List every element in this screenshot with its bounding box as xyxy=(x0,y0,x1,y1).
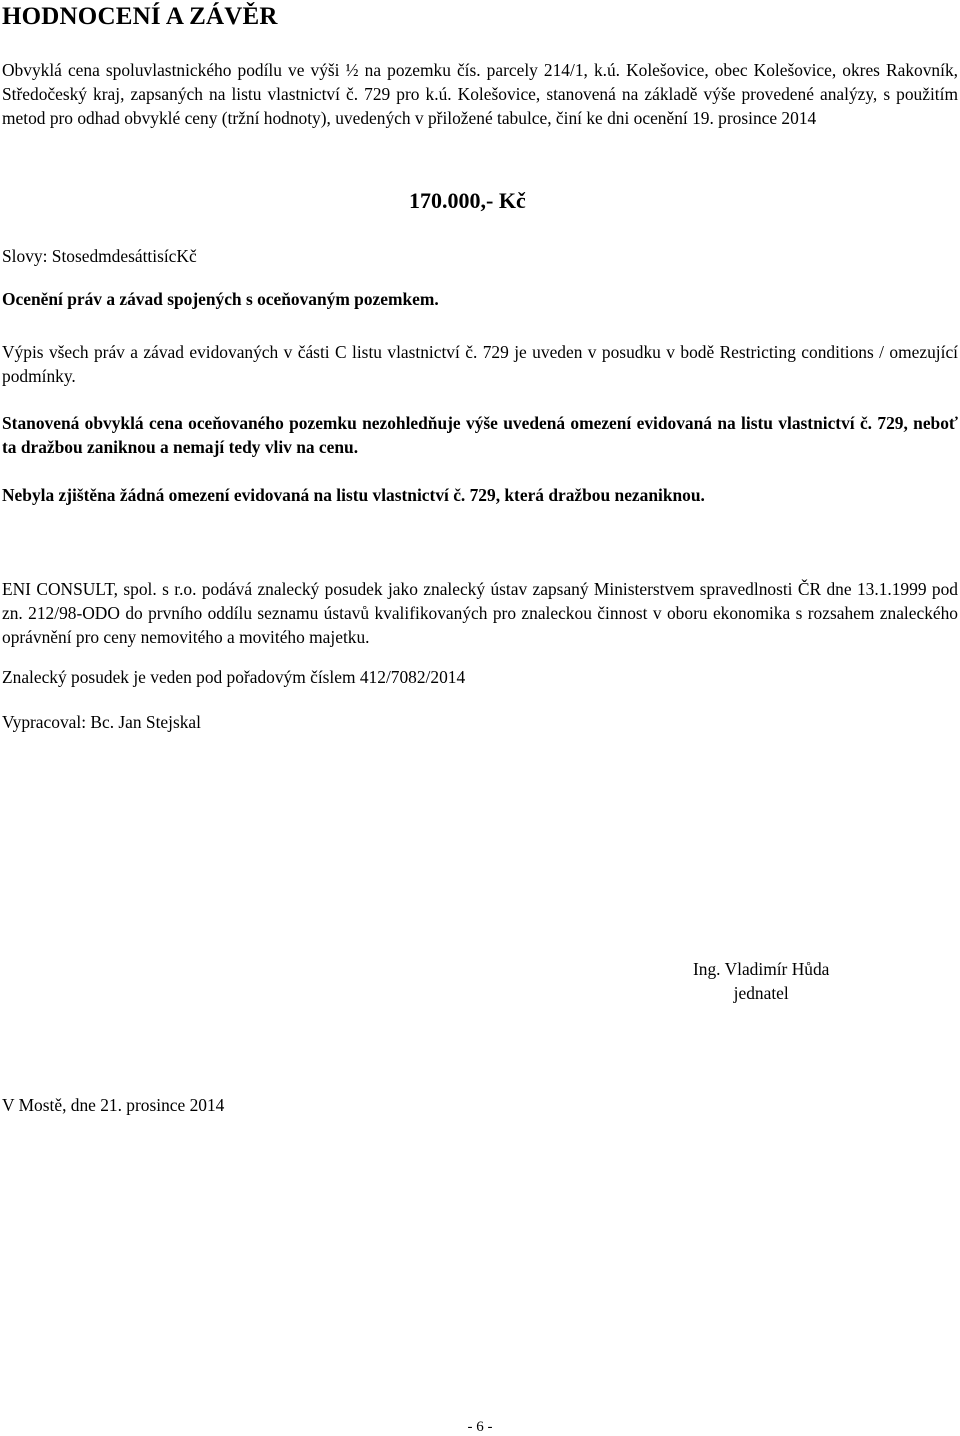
prepared-by-line: Vypracoval: Bc. Jan Stejskal xyxy=(2,712,201,732)
signatory-name: Ing. Vladimír Hůda xyxy=(693,959,830,979)
section-heading: HODNOCENÍ A ZÁVĚR xyxy=(2,3,278,30)
signatory-role: jednatel xyxy=(733,983,789,1003)
no-restrictions-paragraph: Nebyla zjištěna žádná omezení evidovaná na listu vlastnictví č. 729, která dražbou nezaniknou. xyxy=(2,485,705,505)
amount-in-words: Slovy: StosedmdesáttisícKč xyxy=(2,246,197,266)
price-statement-paragraph: Stanovená obvyklá cena oceňovaného pozemku nezohledňuje výše uvedená omezení evidovaná na listu vlastnictví č. 729, neboť ta dražbou zaniknou a nemají tedy vliv na cenu. xyxy=(2,413,958,457)
signature-block xyxy=(693,957,829,1005)
place-and-date: V Mostě, dne 21. prosince 2014 xyxy=(2,1095,225,1115)
rights-list-paragraph: Výpis všech práv a závad evidovaných v části C listu vlastnictví č. 729 je uveden v posudku v bodě Restricting conditions / omezující podmínky. xyxy=(2,342,958,386)
register-number-line: Znalecký posudek je veden pod pořadovým číslem 412/7082/2014 xyxy=(2,667,466,687)
valuation-paragraph: Obvyklá cena spoluvlastnického podílu ve výši ½ na pozemku čís. parcely 214/1, k.ú. Kolešovice, obec Kolešovice, okres Rakovník, Středočeský kraj, zapsaných na listu vlastnictví č. 729 pro k.ú. Kolešovice, stanovená na základě výše provedené analýzy, s použitím metod pro odhad obvyklé ceny (tržní hodnoty), uvedených v přiložené tabulce, činí ke dni ocenění 19. prosince 2014 xyxy=(2,60,958,128)
page-number: - 6 - xyxy=(467,1419,493,1435)
valuation-amount: 170.000,- Kč xyxy=(409,188,526,213)
rights-section-title: Ocenění práv a závad spojených s oceňovaným pozemkem. xyxy=(2,289,439,309)
company-statement-paragraph: ENI CONSULT, spol. s r.o. podává znalecký posudek jako znalecký ústav zapsaný Ministerstvem spravedlnosti ČR dne 13.1.1999 pod zn. 212/98-ODO do prvního oddílu seznamu ústavů kvalifikovaných pro znaleckou činnost v oboru ekonomika s rozsahem znaleckého oprávnění pro ceny nemovitého a movitého majetku. xyxy=(2,579,958,647)
